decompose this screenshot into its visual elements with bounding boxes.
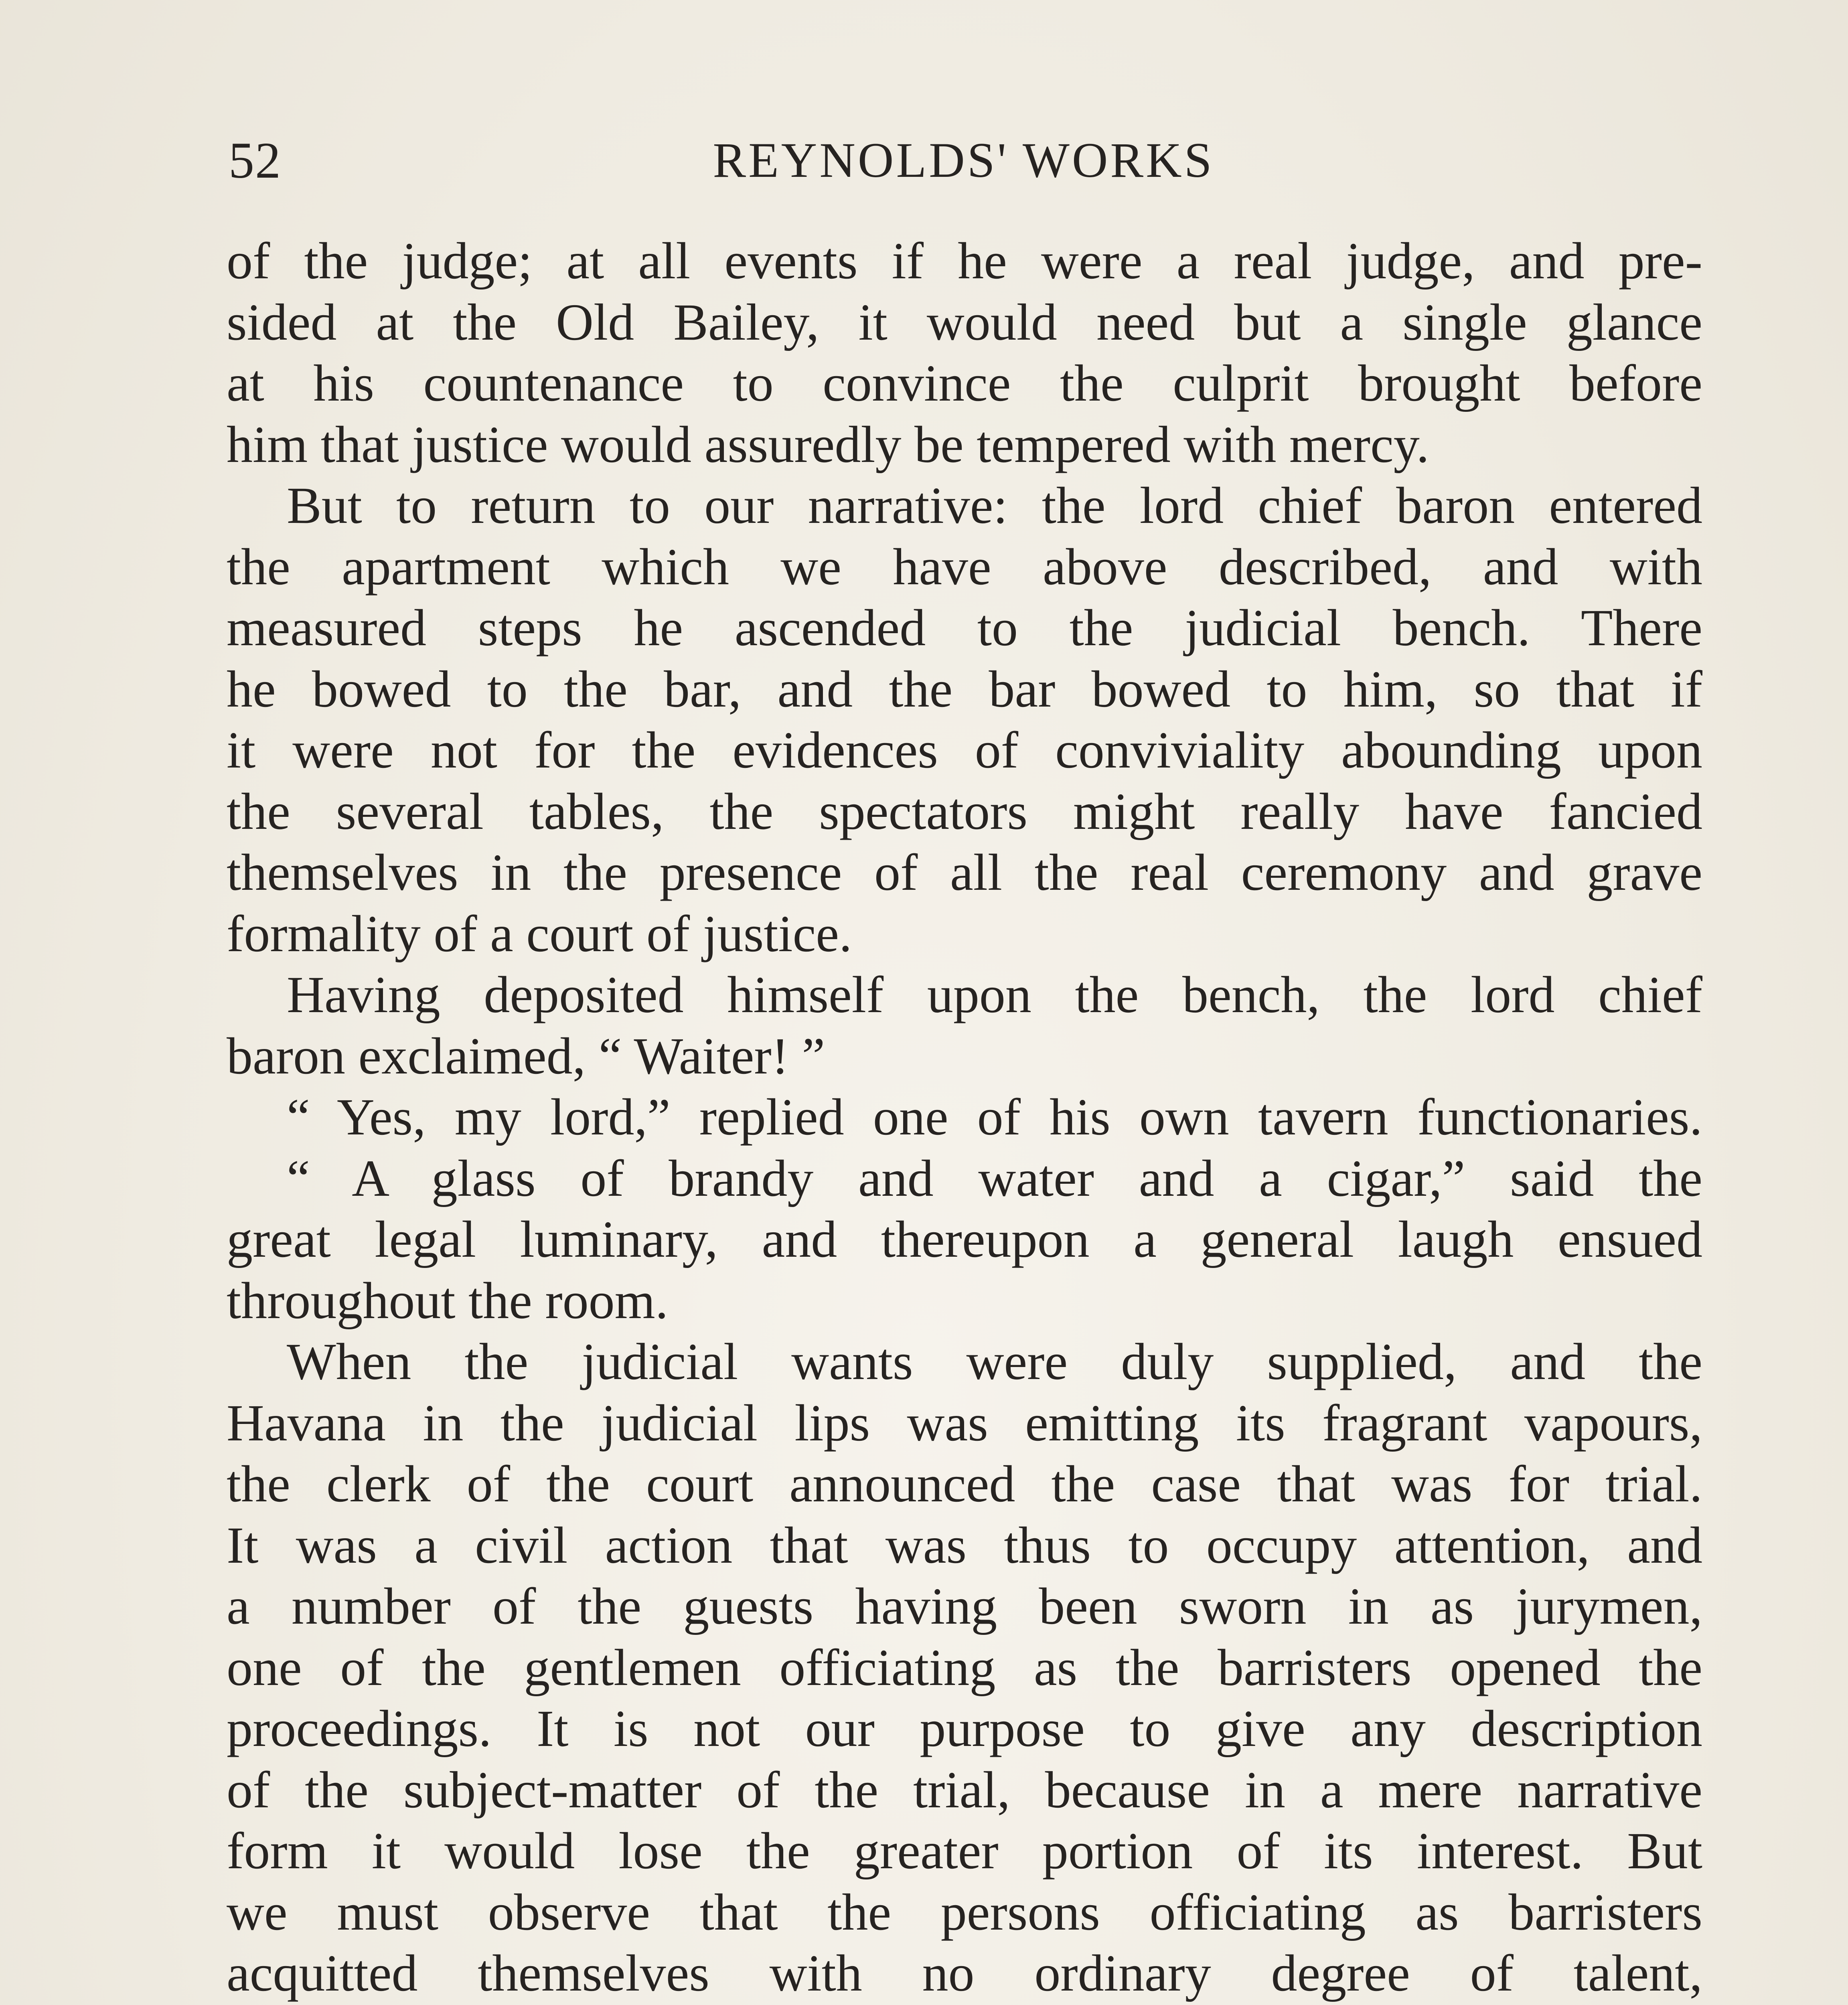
text-line: acquitted themselves with no ordinary degree of talent, <box>227 1944 1702 2002</box>
text-line: great legal luminary, and thereupon a general laugh ensued <box>227 1211 1702 1268</box>
body-text <box>227 231 1702 2005</box>
text-line: it were not for the evidences of conviviality abounding upon <box>227 721 1702 779</box>
running-head: REYNOLDS' WORKS <box>713 133 1214 188</box>
text-line: form it would lose the greater portion of its interest. But <box>227 1822 1702 1880</box>
text-line: proceedings. It is not our purpose to give any description <box>227 1700 1702 1758</box>
text-line: we must observe that the persons officiating as barristers <box>227 1883 1702 1941</box>
text-line: the several tables, the spectators might really have fancied <box>227 782 1702 840</box>
text-line: at his countenance to convince the culprit brought before <box>227 354 1702 412</box>
text-line: measured steps he ascended to the judicial bench. There <box>227 599 1702 657</box>
text-line: themselves in the presence of all the real ceremony and grave <box>227 844 1702 901</box>
text-line: of the subject-matter of the trial, because in a mere narrative <box>227 1761 1702 1819</box>
text-line: a number of the guests having been sworn in as jurymen, <box>227 1578 1702 1635</box>
text-line: the apartment which we have above described, and with <box>227 538 1702 596</box>
text-line: throughout the room. <box>227 1272 669 1330</box>
text-line: formality of a court of justice. <box>227 905 852 963</box>
text-line: the clerk of the court announced the case that was for trial. <box>227 1455 1702 1513</box>
text-line: him that justice would assuredly be tempered with mercy. <box>227 415 1429 474</box>
page-header <box>229 120 1698 200</box>
page-number: 52 <box>229 132 282 189</box>
text-line: It was a civil action that was thus to occupy attention, and <box>227 1516 1702 1574</box>
text-line: sided at the Old Bailey, it would need but a single glance <box>227 293 1702 351</box>
text-line: Having deposited himself upon the bench, the lord chief <box>287 966 1702 1024</box>
text-line: of the judge; at all events if he were a real judge, and pre- <box>227 232 1702 290</box>
text-line: he bowed to the bar, and the bar bowed to him, so that if <box>227 660 1702 718</box>
text-line: Havana in the judicial lips was emitting its fragrant vapours, <box>227 1394 1702 1452</box>
text-line: “ A glass of brandy and water and a cigar,” said the <box>287 1149 1702 1207</box>
text-line: baron exclaimed, “ Waiter! ” <box>227 1027 825 1085</box>
text-line: But to return to our narrative: the lord chief baron entered <box>287 477 1702 535</box>
text-line: one of the gentlemen officiating as the barristers opened the <box>227 1638 1702 1697</box>
text-line: When the judicial wants were duly supplied, and the <box>287 1333 1702 1391</box>
text-line: “ Yes, my lord,” replied one of his own tavern functionaries. <box>287 1088 1702 1146</box>
